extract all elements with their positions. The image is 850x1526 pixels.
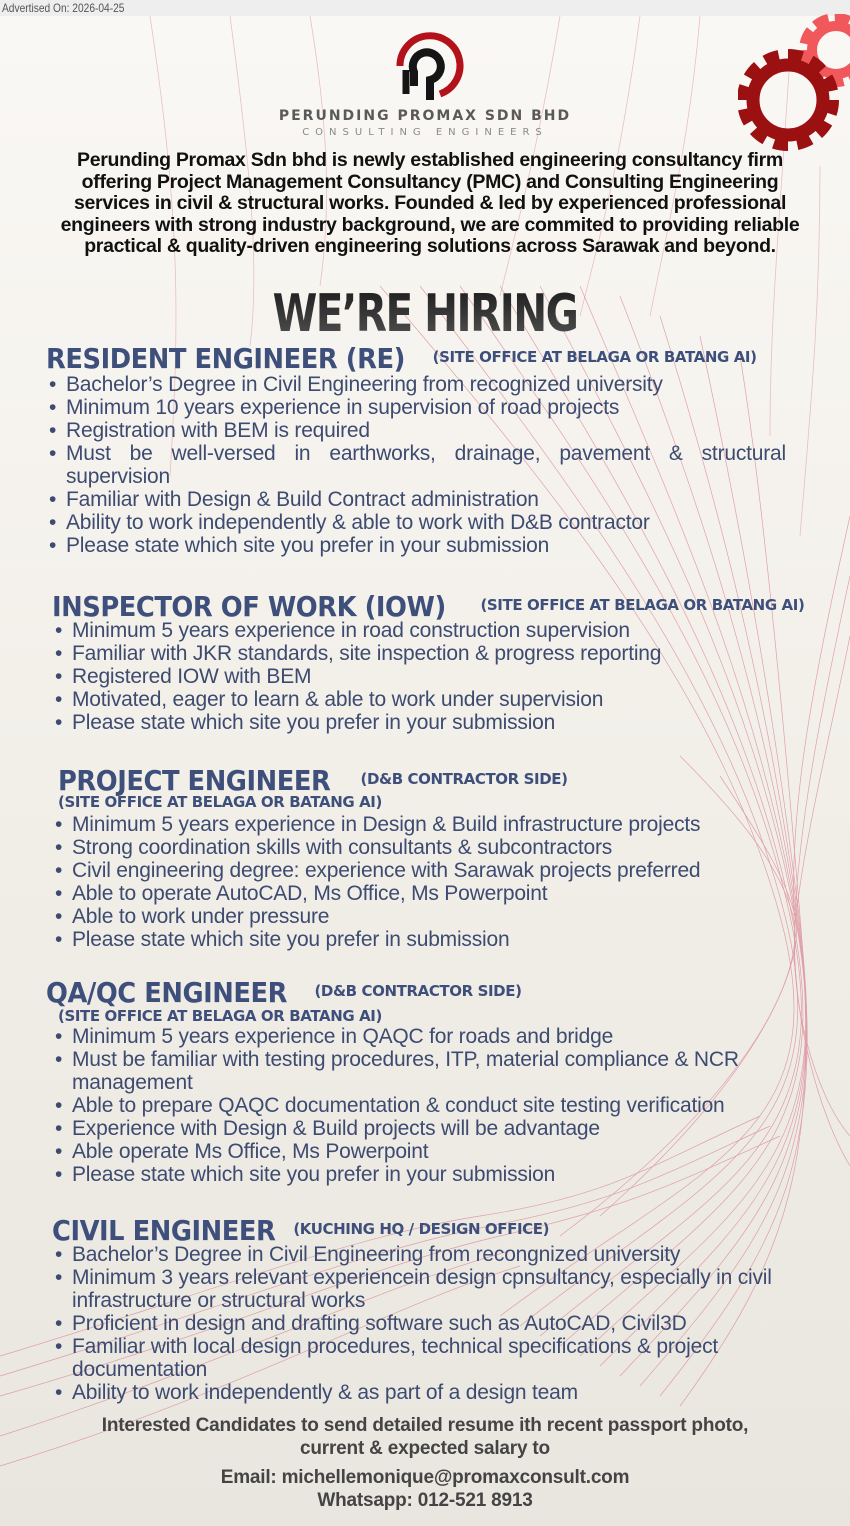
job-contract-side: (D&B CONTRACTOR SIDE) xyxy=(360,770,568,788)
advert-bar xyxy=(0,0,850,16)
company-name: PERUNDING PROMAX SDN BHD xyxy=(278,108,572,124)
requirement: • Familiar with JKR standards, site inspection & progress reporting xyxy=(52,642,792,665)
requirement: • Familiar with Design & Build Contract administration xyxy=(46,488,786,511)
requirement: • Please state which site you prefer in your submission xyxy=(52,1163,816,1186)
requirement: • Please state which site you prefer in your submission xyxy=(52,711,792,734)
advertised-date: Advertised On: 2026-04-25 xyxy=(2,1,125,15)
requirement: • Able to prepare QAQC documentation & conduct site testing verification xyxy=(52,1094,816,1117)
requirements-list xyxy=(46,373,786,557)
requirements-list xyxy=(52,619,792,734)
requirement: • Minimum 5 years experience in road construction supervision xyxy=(52,619,792,642)
requirement: • Strong coordination skills with consultants & subcontractors xyxy=(52,836,812,859)
requirement: • Bachelor’s Degree in Civil Engineering from recognized university xyxy=(46,373,786,396)
requirement: • Please state which site you prefer in your submission xyxy=(46,534,786,557)
job-civil-engineer xyxy=(52,1214,802,1404)
job-qaqc-engineer xyxy=(46,976,816,1186)
requirement: • Experience with Design & Build projects will be advantage xyxy=(52,1117,816,1140)
requirement: • Motivated, eager to learn & able to work under supervision xyxy=(52,688,792,711)
requirement: • Able to work under pressure xyxy=(52,905,812,928)
requirement: • Must be well-versed in earthworks, drainage, pavement & structural supervision xyxy=(46,442,786,488)
requirement: • Minimum 5 years experience in Design & Build infrastructure projects xyxy=(52,813,812,836)
contact-whatsapp[interactable]: Whatsapp: 012-521 8913 xyxy=(317,1490,533,1511)
job-location: (SITE OFFICE AT BELAGA OR BATANG AI) xyxy=(58,793,382,811)
job-title: PROJECT ENGINEER xyxy=(58,764,331,797)
requirement: • Must be familiar with testing procedures, ITP, material compliance & NCR management xyxy=(52,1048,816,1094)
requirement: • Able to operate AutoCAD, Ms Office, Ms Powerpoint xyxy=(52,882,812,905)
requirement: • Civil engineering degree: experience with Sarawak projects preferred xyxy=(52,859,812,882)
contact-email[interactable]: Email: michellemonique@promaxconsult.com xyxy=(220,1467,630,1488)
company-intro: Perunding Promax Sdn bhd is newly established engineering consultancy firm offering Project Management Consultancy (PMC) and Consulting Engineering services in civil & structural works. Founded & led by experienced professional engineers with strong industry background, we are commited to providing reliable practical & quality-driven engineering solutions across Sarawak and beyond. xyxy=(60,149,800,257)
requirement: • Proficient in design and drafting software such as AutoCAD, Civil3D xyxy=(52,1312,802,1335)
instructions-line-2: current & expected salary to xyxy=(300,1438,550,1459)
requirement: • Please state which site you prefer in submission xyxy=(52,928,812,951)
job-title: RESIDENT ENGINEER (RE) xyxy=(46,342,405,375)
job-location: (SITE OFFICE AT BELAGA OR BATANG AI) xyxy=(432,348,757,366)
job-title: CIVIL ENGINEER xyxy=(52,1214,276,1247)
requirement: • Registered IOW with BEM xyxy=(52,665,792,688)
hiring-headline: WE’RE HIRING xyxy=(94,284,757,344)
requirement: • Bachelor’s Degree in Civil Engineering from recongnized university xyxy=(52,1243,802,1266)
job-title: QA/QC ENGINEER xyxy=(46,976,288,1009)
requirement: • Ability to work independently & able to work with D&B contractor xyxy=(46,511,786,534)
job-title: INSPECTOR OF WORK (IOW) xyxy=(52,590,446,623)
job-location: (SITE OFFICE AT BELAGA OR BATANG AI) xyxy=(480,596,805,614)
company-tagline: CONSULTING ENGINEERS xyxy=(302,127,548,138)
job-project-engineer xyxy=(52,764,812,951)
instructions-line-1: Interested Candidates to send detailed resume ith recent passport photo, xyxy=(101,1415,749,1436)
application-instructions xyxy=(0,1414,850,1512)
requirement: • Minimum 10 years experience in supervision of road projects xyxy=(46,396,786,419)
requirement: • Registration with BEM is required xyxy=(46,419,786,442)
job-inspector-of-work xyxy=(52,590,804,734)
job-resident-engineer xyxy=(46,342,786,557)
requirement: • Minimum 3 years relevant experiencein design cpnsultancy, especially in civil infrastructure or structural works xyxy=(52,1266,802,1312)
requirement: • Able operate Ms Office, Ms Powerpoint xyxy=(52,1140,816,1163)
job-contract-side: (D&B CONTRACTOR SIDE) xyxy=(314,982,522,1000)
job-location: (KUCHING HQ / DESIGN OFFICE) xyxy=(293,1220,550,1238)
gears-icon xyxy=(738,14,850,156)
requirements-list xyxy=(46,1025,816,1186)
job-location: (SITE OFFICE AT BELAGA OR BATANG AI) xyxy=(58,1007,382,1025)
requirement: • Ability to work independently & as part of a design team xyxy=(52,1381,802,1404)
promax-p-logo-icon xyxy=(388,20,468,102)
requirement: • Familiar with local design procedures, technical specifications & project documentation xyxy=(52,1335,802,1381)
requirements-list xyxy=(52,813,812,951)
requirement: • Minimum 5 years experience in QAQC for roads and bridge xyxy=(52,1025,816,1048)
requirements-list xyxy=(52,1243,802,1404)
